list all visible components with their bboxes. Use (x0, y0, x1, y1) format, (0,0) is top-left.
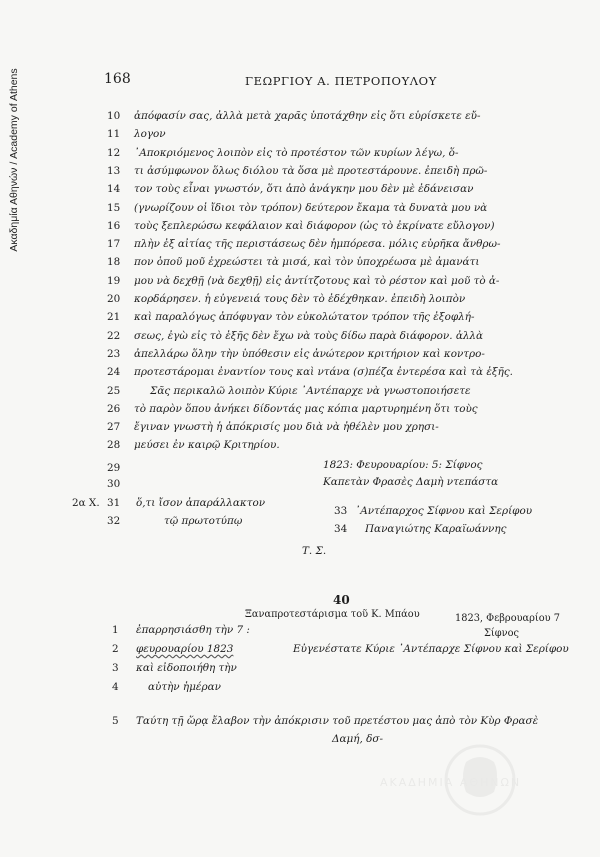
body-line: (γνωρίζουν οἱ ἴδιοι τὸν τρόπον) δεύτερον ἔκαμα τὰ δυνατὰ μου νὰ (134, 201, 488, 214)
body-line: πλὴν ἐξ αἰτίας τῆς περιστάσεως δὲν ἠμπόρεσα. μόλις εὑρῆκα ἄνθρω- (134, 238, 501, 251)
body-line: λογον (134, 128, 166, 141)
line-number: 29 (107, 462, 121, 474)
body-line: σεως, ἐγὼ εἰς τὸ ἑξῆς δὲν ἔχω νὰ τοὺς δίδω παρὰ διάφορον. ἀλλὰ (134, 329, 484, 342)
body-line: προτεστάρομαι ἐναντίον τους καὶ ντάνα (σ)πέζα ἐντερέσα καὶ τὰ ἑξῆς. (134, 366, 513, 379)
signature-name: Καπετὰν Φρασὲς Δαμὴ ντεπάστα (323, 476, 499, 488)
section-line: φευρουαρίου 1823 (136, 643, 234, 655)
body-line: τὸ παρὸν ὅπου ἀνήκει δίδοντάς μας κόπια μαρτυρημένη ὅτι τοὺς (134, 402, 478, 415)
line-number: 23 (107, 347, 121, 360)
line-number: 28 (107, 439, 121, 452)
body-line: τοὺς ξεπλερώσω κεφάλαιον καὶ διάφορον (ὡς τὸ ἐκρίνατε εὔλογον) (134, 219, 495, 232)
line-number: 19 (107, 274, 121, 287)
body-line: καὶ παραλόγως ἀπόφυγαν τὸν εὐκολώτατον τρόπον τῆς ἐξοφλή- (134, 311, 475, 324)
academy-watermark-logo (380, 740, 580, 820)
body-line: μου νὰ δεχθῇ ⟨νὰ δεχθῇ⟩ εἰς ἀντίτζοτους καὶ τὸ ρέστον καὶ μοῦ τὸ ἀ- (134, 274, 500, 287)
body-line: ἀπόφασίν σας, ἀλλὰ μετὰ χαρᾶς ὑποτάχθην εἰς ὅτι εὑρίσκετε εὔ- (134, 110, 481, 122)
seal-mark: Τ. Σ. (302, 545, 327, 557)
body-line: ἀπελλάρω ὅλην τὴν ὑπόθεσιν εἰς ἀνώτερον κριτήριον καὶ κοντρο- (134, 347, 485, 360)
line-number: 12 (107, 146, 121, 159)
body-line: κορδάρησεν. ἡ εὐγενειά τους δὲν τὸ ἐδέχθηκαν. ἐπειδὴ λοιπὸν (134, 293, 466, 305)
line-number: 2 (112, 643, 119, 655)
body-line: ἔγιναν γνωστὴ ἡ ἀπόκρισίς μου διὰ νὰ ἠθέλὲν μου χρησι- (134, 421, 439, 434)
sidebar-watermark: Ακαδημία Αθηνών / Academy of Athens (8, 68, 20, 252)
line-number: 17 (107, 238, 121, 251)
page-number: 168 (104, 71, 131, 87)
line-number: 21 (107, 311, 121, 324)
line-number: 18 (107, 256, 121, 269)
body-line: τον τοὺς εἶναι γνωστόν, ὅτι ἀπὸ ἀνάγκην μου δὲν μὲ ἐδάνεισαν (134, 183, 474, 196)
line-number: 14 (107, 183, 121, 196)
salutation: Εὐγενέστατε Κύριε ᾿Αντέπαρχε Σίφνου καὶ Σερίφου (293, 643, 569, 655)
line-number: 13 (107, 164, 121, 177)
section-line: Ταύτη τῇ ὥρᾳ ἔλαβον τὴν ἀπόκρισιν τοῦ πρετέστου μας ἀπὸ τὸν Κὺρ Φρασὲ (136, 715, 539, 727)
line-number: 11 (107, 128, 121, 141)
body-line: μεύσει ἐν καιρῷ Κριτηρίου. (134, 439, 280, 452)
line-number: 1 (112, 624, 119, 636)
body-line: τι ἀσύμφωνον ὅλως διόλου τὰ ὅσα μὲ προτεστάρουνε. ἐπειδὴ πρῶ- (134, 164, 488, 177)
line-number: 5 (112, 715, 119, 727)
line-number: 3 (112, 662, 119, 674)
line-number: 26 (107, 402, 121, 415)
svg-text:ΑΚΑΔΗΜΙΑ ΑΘΗΝΩΝ: ΑΚΑΔΗΜΙΑ ΑΘΗΝΩΝ (380, 776, 522, 789)
line-number: 10 (107, 110, 121, 122)
line-number: 31 (107, 497, 121, 509)
line-number: 16 (107, 219, 121, 232)
copy-note: ὅ,τι ἴσον ἀπαράλλακτον (136, 497, 266, 509)
line-number: 33 (334, 505, 348, 517)
signature-date: 1823: Φευρουαρίου: 5: Σίφνος (323, 459, 483, 471)
section-line: ἐπαρρησιάσθη τὴν 7 : (136, 624, 250, 636)
line-number: 22 (107, 329, 121, 342)
section-title: Ξαναπροτεστάρισμα τοῦ Κ. Μπάου (245, 609, 420, 620)
body-line: ᾿Αποκριόμενος λοιπὸν εἰς τὸ προτέστον τῶν κυρίων λέγω, ὅ- (134, 146, 459, 159)
line-number: 34 (334, 523, 348, 535)
running-header: ΓΕΩΡΓΙΟΥ Α. ΠΕΤΡΟΠΟΥΛΟΥ (245, 74, 437, 88)
body-line: πον ὁποῦ μοῦ ἐχρεώστει τὰ μισά, καὶ τὸν ὑποχρέωσα μὲ ἀμανάτι (134, 256, 480, 269)
section-line: καὶ εἰδοποιήθη τὴν (136, 662, 237, 674)
section-number: 40 (333, 593, 350, 607)
line-number: 32 (107, 515, 121, 527)
line-number: 30 (107, 478, 121, 490)
section-place: Σίφνος (484, 628, 519, 639)
marginal-note: 2α Χ. (72, 497, 100, 509)
line-number: 4 (112, 681, 119, 693)
official-name: Παναγιώτης Καραϊωάννης (365, 523, 507, 535)
copy-note: τῷ πρωτοτύπῳ (164, 515, 243, 527)
line-number: 20 (107, 293, 121, 305)
line-number: 27 (107, 421, 121, 434)
section-line: Δαμή, δσ- (332, 733, 383, 745)
line-number: 24 (107, 366, 121, 379)
line-number: 25 (107, 384, 121, 397)
section-date: 1823, Φεβρουαρίου 7 (455, 613, 560, 624)
official-title: ᾿Αντέπαρχος Σίφνου καὶ Σερίφου (355, 505, 533, 517)
body-line: Σᾶς περικαλῶ λοιπὸν Κύριε ᾿Αντέπαρχε νὰ γνωστοποιήσετε (150, 384, 471, 397)
section-line: αὐτὴν ἡμέραν (148, 681, 221, 693)
line-number: 15 (107, 201, 121, 214)
